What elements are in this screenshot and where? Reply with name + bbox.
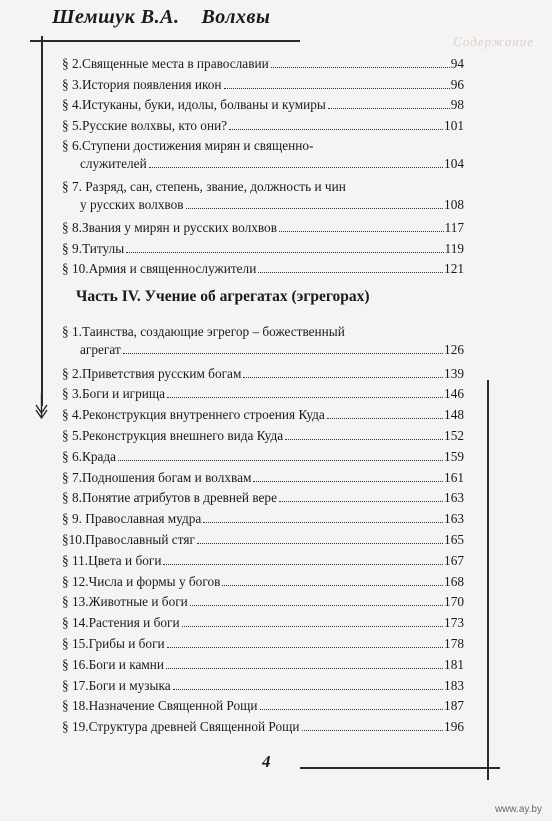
dot-leader [190, 605, 443, 606]
dot-leader [163, 564, 443, 565]
dot-leader [118, 460, 443, 461]
section-number: § 7. [62, 469, 82, 485]
toc-entry[interactable] [62, 697, 464, 715]
section-number: § 18. [62, 698, 89, 714]
dot-leader [123, 353, 443, 354]
toc-entry[interactable] [62, 677, 464, 695]
section-title: Русские волхвы, кто они? [81, 117, 228, 133]
section-number: § 6. [62, 138, 82, 153]
section-number: § 13. [62, 594, 89, 610]
section-number: § 15. [62, 636, 89, 651]
section-title: Животные и боги [88, 594, 188, 610]
bleed-through-text: Содержание [453, 34, 534, 49]
section-number: § 1. [62, 324, 82, 339]
page-ref: 159 [444, 448, 464, 464]
dot-leader [327, 418, 443, 419]
section-number: § 7. [62, 179, 82, 194]
section-title: Армия и священнослужители [88, 261, 257, 276]
dot-leader [328, 108, 450, 109]
section-title: Понятие атрибутов в древней вере [81, 490, 277, 506]
section-number: § 6. [62, 448, 82, 464]
page-ref: 187 [444, 698, 464, 714]
dot-leader [285, 439, 443, 440]
toc-entry[interactable] [62, 427, 464, 445]
dot-leader [173, 689, 443, 690]
toc-entry[interactable] [62, 178, 464, 214]
section-title: Разряд, сан, степень, звание, должность и чин [81, 179, 346, 194]
section-number: § 3. [62, 76, 82, 92]
dot-leader [253, 481, 443, 482]
toc-entry[interactable] [62, 323, 464, 359]
page-ref: 121 [444, 261, 464, 276]
watermark: www.ay.by [494, 804, 542, 815]
dot-leader [203, 522, 443, 523]
toc-entry[interactable] [62, 260, 464, 278]
dot-leader [167, 647, 443, 648]
section-title-continued: у русских волхвов [80, 197, 184, 212]
section-title: Реконструкция внешнего вида Куда [81, 428, 284, 443]
page-ref: 104 [444, 156, 464, 171]
page-ref: 163 [444, 511, 464, 527]
dot-leader [197, 543, 443, 544]
page-ref: 96 [450, 76, 464, 92]
part-heading: Часть IV. Учение об агрегатах (эгрегорах) [76, 288, 370, 305]
page-ref: 139 [444, 365, 464, 381]
toc-entry[interactable] [62, 385, 464, 403]
dot-leader [229, 129, 443, 130]
section-title: Крада [81, 448, 117, 464]
dot-leader [243, 377, 443, 378]
section-title: Боги и игрища [81, 386, 166, 402]
section-title: Структура древней Священной Рощи [88, 719, 300, 735]
dot-leader [271, 67, 450, 68]
section-title: Таинства, создающие эгрегор – божественный [81, 324, 345, 339]
section-title: Православный стяг [85, 532, 195, 547]
header-book-title: Волхвы [201, 6, 271, 28]
dot-leader [260, 709, 444, 710]
section-title: История появления икон [81, 76, 222, 92]
toc-entry[interactable] [62, 573, 464, 591]
page-ref: 165 [444, 532, 464, 547]
section-number: § 10. [62, 261, 89, 276]
section-number: § 4. [62, 407, 82, 423]
toc-entry[interactable] [62, 137, 464, 173]
dot-leader [149, 167, 443, 168]
toc-entry[interactable] [62, 76, 464, 94]
header-author: Шемшук В.А. [52, 6, 180, 28]
toc-entry[interactable] [62, 406, 464, 424]
section-number: § 14. [62, 615, 89, 631]
dot-leader [167, 397, 443, 398]
section-title: Цвета и боги [88, 552, 162, 568]
section-number: § 9. [62, 511, 82, 527]
dot-leader [224, 88, 450, 89]
section-title-continued: агрегат [80, 342, 121, 357]
page-ref: 163 [444, 490, 464, 506]
section-number: § 2. [62, 365, 82, 381]
page-ref: 196 [444, 719, 464, 735]
section-title: Титулы [81, 240, 125, 256]
toc-entry[interactable] [62, 469, 464, 487]
toc-entry[interactable] [62, 219, 464, 237]
section-title: Боги и камни [88, 656, 165, 672]
section-number: § 16. [62, 656, 89, 672]
section-title: Истуканы, буки, идолы, болваны и кумиры [81, 97, 326, 112]
section-number: § 19. [62, 719, 89, 735]
section-number: § 12. [62, 573, 89, 589]
page-ref: 167 [444, 552, 464, 568]
toc-entry[interactable] [62, 55, 464, 73]
toc-entry[interactable] [62, 656, 464, 674]
toc-entry[interactable] [62, 117, 464, 135]
page-ref: 117 [444, 220, 464, 235]
page-ref: 119 [444, 240, 464, 256]
page-ref: 170 [444, 594, 464, 610]
section-title: Боги и музыка [88, 677, 171, 693]
page-ref: 126 [444, 342, 464, 357]
section-number: § 5. [62, 428, 82, 443]
section-number: § 2. [62, 56, 82, 71]
toc-entry[interactable] [62, 635, 464, 653]
toc-entry[interactable] [62, 718, 464, 736]
toc-entry[interactable] [62, 365, 464, 383]
section-title: Растения и боги [88, 615, 180, 631]
page-ref: 146 [444, 386, 464, 402]
toc-entry[interactable] [62, 552, 464, 570]
section-number: § 8. [62, 490, 82, 506]
section-title: Числа и формы у богов [88, 573, 221, 589]
section-number: § 5. [62, 117, 82, 133]
toc-entry[interactable] [62, 531, 464, 549]
page-number: 4 [262, 752, 271, 771]
section-title: Грибы и боги [88, 636, 165, 651]
dot-leader [182, 626, 443, 627]
dot-leader [279, 501, 443, 502]
toc-entry[interactable] [62, 510, 464, 528]
section-title: Приветствия русским богам [81, 365, 242, 381]
page-ref: 101 [444, 117, 464, 133]
page-ref: 168 [444, 573, 464, 589]
section-title: Священные места в православии [81, 56, 269, 71]
page-ref: 94 [450, 56, 464, 71]
toc-entry[interactable] [62, 593, 464, 611]
dot-leader [186, 208, 444, 209]
section-title: Ступени достижения мирян и священно- [81, 138, 314, 153]
section-title-continued: служителей [80, 156, 147, 171]
page-ref: 183 [444, 677, 464, 693]
section-title: Православная мудра [81, 511, 202, 527]
section-number: § 3. [62, 386, 82, 402]
page-ref: 173 [444, 615, 464, 631]
page-ref: 98 [450, 97, 464, 112]
dot-leader [258, 272, 443, 273]
section-number: §10. [62, 532, 86, 547]
dot-leader [126, 252, 443, 253]
dot-leader [222, 585, 443, 586]
dot-leader [279, 231, 444, 232]
dot-leader [302, 730, 444, 731]
section-number: § 8. [62, 220, 82, 235]
section-number: § 4. [62, 97, 82, 112]
toc-entry[interactable] [62, 240, 464, 258]
toc-entry[interactable] [62, 489, 464, 507]
section-number: § 11. [62, 552, 89, 568]
page-ref: 178 [444, 636, 464, 651]
section-title: Подношения богам и волхвам [81, 469, 252, 485]
section-title: Звания у мирян и русских волхвов [81, 220, 277, 235]
toc-entry[interactable] [62, 96, 464, 114]
toc-entry[interactable] [62, 614, 464, 632]
page-ref: 161 [444, 469, 464, 485]
page-ref: 108 [444, 197, 464, 212]
dot-leader [166, 668, 443, 669]
page-ref: 148 [444, 407, 464, 423]
section-number: § 9. [62, 240, 82, 256]
page-ref: 152 [444, 428, 464, 443]
toc-entry[interactable] [62, 448, 464, 466]
section-number: § 17. [62, 677, 89, 693]
section-title: Назначение Священной Рощи [88, 698, 258, 714]
page-ref: 181 [444, 656, 464, 672]
section-title: Реконструкция внутреннего строения Куда [81, 407, 325, 423]
